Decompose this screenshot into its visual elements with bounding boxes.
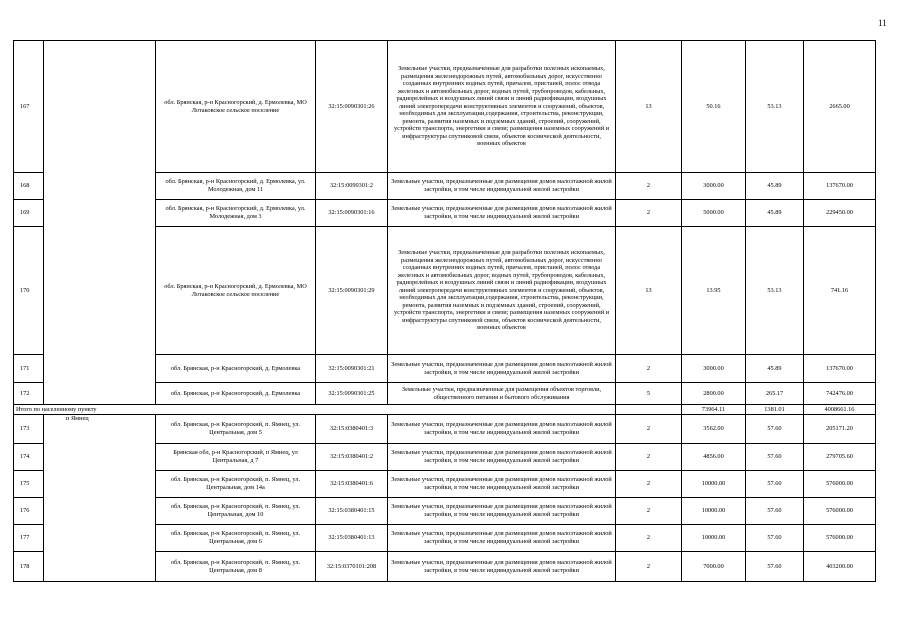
cadastral-number-cell: 32:15:0090301:2: [316, 173, 388, 200]
zone-cell: 2: [616, 444, 682, 471]
total-zone-cell: [616, 405, 682, 415]
area-cell: 13.95: [682, 227, 746, 355]
page-number: 11: [878, 18, 887, 28]
row-number: 177: [14, 525, 44, 552]
land-purpose-cell: Земельные участки, предназначенные для размещения домов малоэтажной жилой застройки, в том числе индивидуальной жилой застройки: [388, 200, 616, 227]
area-cell: 3000.00: [682, 355, 746, 383]
area-cell: 3000.00: [682, 173, 746, 200]
area-cell: 7000.00: [682, 552, 746, 582]
cadastral-value-cell: 741.16: [804, 227, 876, 355]
cadastral-value-cell: 576000.00: [804, 498, 876, 525]
table-body-top: [14, 41, 876, 415]
address-cell: обл. Брянская, р-н Красногорский, д. Ермолевка, МО Лотаковское сельское поселение: [156, 227, 316, 355]
area-cell: 2800.00: [682, 383, 746, 405]
zone-cell: 2: [616, 471, 682, 498]
land-purpose-cell: Земельные участки, предназначенные для разработки полезных ископаемых, размещения железнодорожных путей, автомобильных дорог, искусственно созданных внутренних водных путей, причалов, пристаней, полос отвода железных и автомобильных дорог, водных путей, трубопроводов, кабельных, радиорелейных и воздушных линий связи и линий радиофикации, воздушных линий электропередачи конструктивных элементов и сооружений, объектов, необходимых для эксплуатации,содержания, строительства, реконструкции, ремонта, развития наземных и подземных зданий, строений, сооружений, устройств транспорта, энергетики и связи; размещения наземных сооружений и инфраструктуры спутниковой связи, объектов космической деятельности, военных объектов: [388, 41, 616, 173]
zone-cell: 2: [616, 355, 682, 383]
cadastral-number-cell: 32:15:0380401:6: [316, 471, 388, 498]
address-cell: обл. Брянская, р-н Красногорский, п. Ямнец, ул. Центральная, дом 10: [156, 498, 316, 525]
land-purpose-cell: Земельные участки, предназначенные для размещения объектов торговли, общественного питания и бытового обслуживания: [388, 383, 616, 405]
address-cell: обл. Брянская, р-н Красногорский, д. Ермолевка: [156, 355, 316, 383]
area-cell: 10000.00: [682, 498, 746, 525]
zone-cell: 2: [616, 525, 682, 552]
rate-cell: 45.89: [746, 355, 804, 383]
cadastral-number-cell: 32:15:0380401:2: [316, 444, 388, 471]
rate-cell: 57.60: [746, 415, 804, 444]
area-cell: 5000.00: [682, 200, 746, 227]
zone-cell: 2: [616, 415, 682, 444]
land-purpose-cell: Земельные участки, предназначенные для разработки полезных ископаемых, размещения железнодорожных путей, автомобильных дорог, искусственно созданных внутренних водных путей, причалов, пристаней, полос отвода железных и автомобильных дорог, водных путей, трубопроводов, кабельных, радиорелейных и воздушных линий связи и линий радиофикации, воздушных линий электропередачи конструктивных элементов и сооружений, объектов, необходимых для эксплуатации,содержания, строительства, реконструкции, ремонта, развития наземных и подземных зданий, строений, сооружений, устройств транспорта, энергетики и связи; размещения наземных сооружений и инфраструктуры спутниковой связи, объектов космической деятельности, военных объектов: [388, 227, 616, 355]
zone-cell: 2: [616, 200, 682, 227]
zone-cell: 13: [616, 41, 682, 173]
row-number: 174: [14, 444, 44, 471]
land-purpose-cell: Земельные участки, предназначенные для размещения домов малоэтажной жилой застройки, в том числе индивидуальной жилой застройки: [388, 173, 616, 200]
zone-cell: 2: [616, 552, 682, 582]
table-body-bottom: [14, 415, 876, 582]
zone-cell: 2: [616, 173, 682, 200]
land-purpose-cell: Земельные участки, предназначенные для размещения домов малоэтажной жилой застройки, в том числе индивидуальной жилой застройки: [388, 525, 616, 552]
row-number: 173: [14, 415, 44, 444]
area-cell: 10000.00: [682, 471, 746, 498]
address-cell: Брянская обл, р-н Красногорский, п Ямнец, ул Центральная, д 7: [156, 444, 316, 471]
rate-cell: 57.60: [746, 552, 804, 582]
rate-cell: 57.60: [746, 471, 804, 498]
area-cell: 4856.00: [682, 444, 746, 471]
cadastral-value-cell: 205171.20: [804, 415, 876, 444]
settlement-cell: [44, 41, 156, 405]
row-number: 172: [14, 383, 44, 405]
zone-cell: 13: [616, 227, 682, 355]
row-number: 170: [14, 227, 44, 355]
cadastral-number-cell: 32:15:0380401:13: [316, 525, 388, 552]
land-purpose-cell: Земельные участки, предназначенные для размещения домов малоэтажной жилой застройки, в том числе индивидуальной жилой застройки: [388, 552, 616, 582]
land-purpose-cell: Земельные участки, предназначенные для размещения домов малоэтажной жилой застройки, в том числе индивидуальной жилой застройки: [388, 471, 616, 498]
cadastral-number-cell: 32:15:0380401:15: [316, 498, 388, 525]
cadastral-number-cell: 32:15:0090301:29: [316, 227, 388, 355]
cadastral-value-cell: 279705.60: [804, 444, 876, 471]
address-cell: обл. Брянская, р-н Красногорский, п. Ямнец, ул. Центральная, дом 8: [156, 552, 316, 582]
rate-cell: 53.13: [746, 41, 804, 173]
total-rate: 1381.01: [746, 405, 804, 415]
row-number: 176: [14, 498, 44, 525]
row-number: 175: [14, 471, 44, 498]
settlement-name: п Ямнец: [44, 415, 156, 582]
address-cell: обл. Брянская, р-н Красногорский, п. Ямнец, ул. Центральная, дом 5: [156, 415, 316, 444]
cadastral-value-cell: 742476.00: [804, 383, 876, 405]
cadastral-number-cell: 32:15:0090301:16: [316, 200, 388, 227]
row-number: 168: [14, 173, 44, 200]
rate-cell: 57.60: [746, 498, 804, 525]
address-cell: обл. Брянская, р-н Красногорский, д. Ермолевка, ул. Молодежная, дом 11: [156, 173, 316, 200]
rate-cell: 45.89: [746, 173, 804, 200]
cadastral-value-cell: 576000.00: [804, 525, 876, 552]
row-number: 178: [14, 552, 44, 582]
rate-cell: 57.60: [746, 444, 804, 471]
total-label: Итого по населенному пункту: [14, 405, 616, 415]
rate-cell: 265.17: [746, 383, 804, 405]
cadastral-number-cell: 32:15:0370101:208: [316, 552, 388, 582]
land-purpose-cell: Земельные участки, предназначенные для размещения домов малоэтажной жилой застройки, в том числе индивидуальной жилой застройки: [388, 498, 616, 525]
address-cell: обл. Брянская, р-н Красногорский, п. Ямнец, ул. Центральная, дом 14а: [156, 471, 316, 498]
address-cell: обл. Брянская, р-н Красногорский, д. Ермолевка, ул. Молодежная, дом 3: [156, 200, 316, 227]
rate-cell: 53.13: [746, 227, 804, 355]
row-number: 169: [14, 200, 44, 227]
zone-cell: 2: [616, 498, 682, 525]
row-number: 171: [14, 355, 44, 383]
area-cell: 3562.00: [682, 415, 746, 444]
total-area: 73964.11: [682, 405, 746, 415]
address-cell: обл. Брянская, р-н Красногорский, д. Ермолевка, МО Лотаковское сельское поселение: [156, 41, 316, 173]
cadastral-value-cell: 137670.00: [804, 355, 876, 383]
land-purpose-cell: Земельные участки, предназначенные для размещения домов малоэтажной жилой застройки, в том числе индивидуальной жилой застройки: [388, 355, 616, 383]
cadastral-value-cell: 137670.00: [804, 173, 876, 200]
address-cell: обл. Брянская, р-н Красногорский, п. Ямнец, ул. Центральная, дом 6: [156, 525, 316, 552]
area-cell: 10000.00: [682, 525, 746, 552]
land-register-table: [13, 40, 876, 582]
table-row: [14, 415, 876, 444]
land-purpose-cell: Земельные участки, предназначенные для размещения домов малоэтажной жилой застройки, в том числе индивидуальной жилой застройки: [388, 444, 616, 471]
rate-cell: 57.60: [746, 525, 804, 552]
land-purpose-cell: Земельные участки, предназначенные для размещения домов малоэтажной жилой застройки, в том числе индивидуальной жилой застройки: [388, 415, 616, 444]
cadastral-value-cell: 2665.00: [804, 41, 876, 173]
cadastral-number-cell: 32:15:0380401:3: [316, 415, 388, 444]
total-value: 4008661.16: [804, 405, 876, 415]
cadastral-value-cell: 229450.00: [804, 200, 876, 227]
cadastral-number-cell: 32:15:0090301:26: [316, 41, 388, 173]
address-cell: обл. Брянская, р-н Красногорский, д. Ермолевка: [156, 383, 316, 405]
row-number: 167: [14, 41, 44, 173]
cadastral-value-cell: 576000.00: [804, 471, 876, 498]
rate-cell: 45.89: [746, 200, 804, 227]
area-cell: 50.16: [682, 41, 746, 173]
zone-cell: 5: [616, 383, 682, 405]
cadastral-number-cell: 32:15:0090301:21: [316, 355, 388, 383]
cadastral-value-cell: 403200.00: [804, 552, 876, 582]
cadastral-number-cell: 32:15:0090301:25: [316, 383, 388, 405]
table-row: [14, 41, 876, 173]
total-row: [14, 405, 876, 415]
